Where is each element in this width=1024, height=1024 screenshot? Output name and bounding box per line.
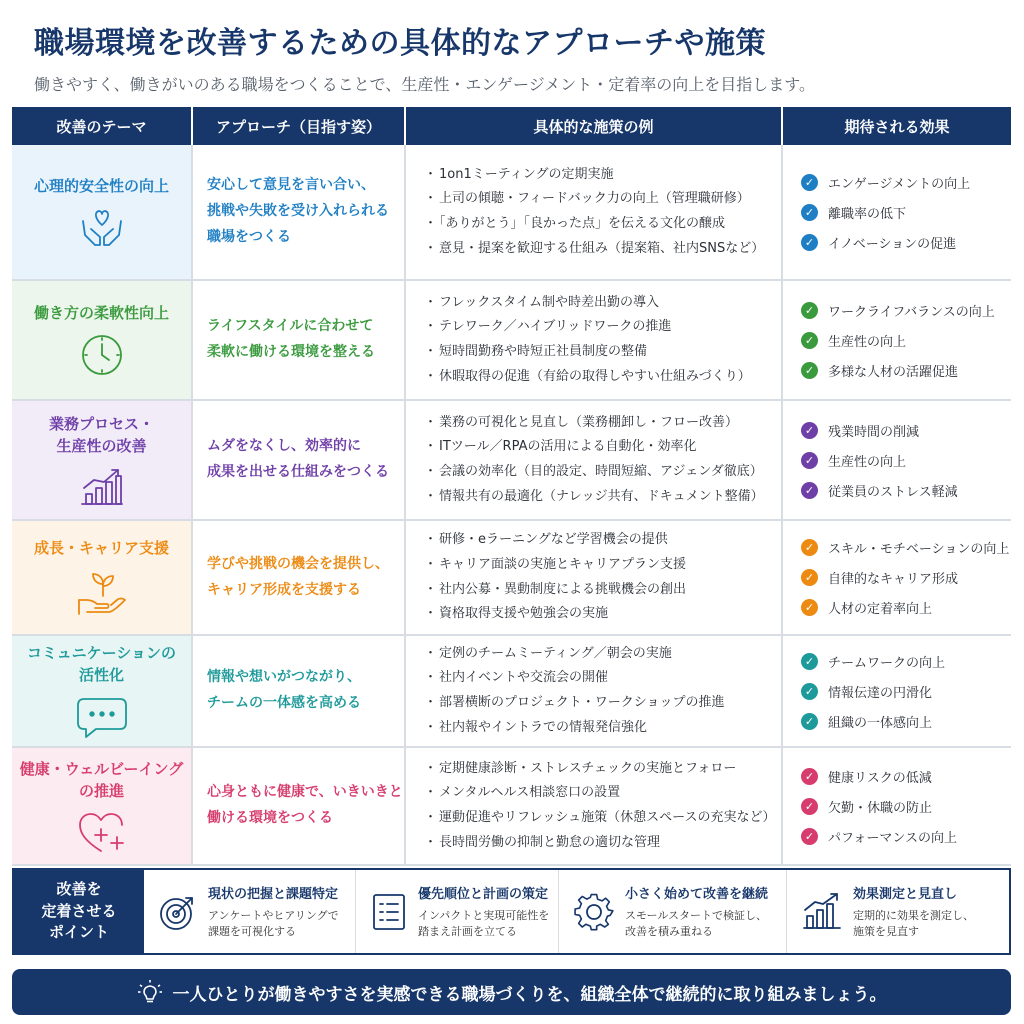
approach-line: 挑戦や失敗を受け入れられる <box>207 203 389 220</box>
sprout-hand-icon <box>75 568 129 618</box>
effect-label: 健康リスクの低減 <box>828 770 932 786</box>
table-row <box>12 145 1011 281</box>
check-circle-icon: ✓ <box>801 798 818 815</box>
clock-icon <box>79 332 125 378</box>
measure-item: ・ 部署横断のプロジェクト・ワークショップの推進 <box>424 691 781 716</box>
approach-line: 職場をつくる <box>207 228 291 245</box>
key-point-title: 小さく始めて改善を継続 <box>625 886 769 902</box>
effect-item <box>801 415 1011 445</box>
measure-item: ・ 定例のチームミーティング／朝会の実施 <box>424 642 781 667</box>
measure-item: ・ 社内報やイントラでの情報発信強化 <box>424 716 781 741</box>
effect-label: 残業時間の削減 <box>828 424 920 440</box>
effect-label: 欠勤・休職の防止 <box>828 800 933 816</box>
page-title: 職場環境を改善するための具体的なアプローチや施策 <box>34 26 766 61</box>
theme-label-line: 業務プロセス・ <box>48 414 154 433</box>
check-circle-icon: ✓ <box>801 768 818 785</box>
effects-cell <box>783 636 1011 746</box>
measure-item: ・ 長時間労働の抑制と勤怠の適切な管理 <box>424 831 781 856</box>
key-point-desc <box>418 908 549 941</box>
table-row <box>12 521 1011 636</box>
approach-cell <box>193 636 406 746</box>
key-points-label-line: 定着させる <box>41 901 117 920</box>
theme-label-line: 活性化 <box>78 666 124 684</box>
theme-cell <box>12 521 193 634</box>
measures-cell <box>406 521 783 634</box>
theme-cell <box>12 281 193 399</box>
key-point-desc-line: 課題を可視化する <box>208 925 296 938</box>
effect-label: イノベーションの促進 <box>828 236 957 252</box>
measure-item: ・ キャリア面談の実施とキャリアプラン支援 <box>424 553 781 578</box>
check-circle-icon: ✓ <box>801 828 818 845</box>
measure-item: ・ テレワーク／ハイブリッドワークの推進 <box>424 315 781 340</box>
key-point-desc-line: 踏まえ計画を立てる <box>418 925 517 938</box>
key-point-desc-line: アンケートやヒアリングで <box>208 908 339 922</box>
column-header-theme: 改善のテーマ <box>12 107 193 145</box>
table-row <box>12 401 1011 521</box>
measures-cell <box>406 145 783 279</box>
check-circle-icon: ✓ <box>801 302 818 319</box>
theme-label-line: の推進 <box>78 782 124 800</box>
check-circle-icon: ✓ <box>801 653 818 670</box>
key-point <box>559 870 787 953</box>
key-point-desc-line: インパクトと実現可能性を <box>418 908 550 922</box>
check-circle-icon: ✓ <box>801 234 818 251</box>
effect-item <box>801 325 1011 355</box>
key-point-desc <box>625 908 768 941</box>
approach-line: ライフスタイルに合わせて <box>207 318 374 335</box>
theme-label-line: 成長・キャリア支援 <box>33 539 169 558</box>
key-point-title: 現状の把握と課題特定 <box>208 886 339 902</box>
effect-item <box>801 227 1011 257</box>
effect-item <box>801 167 1011 197</box>
approach-cell <box>193 401 406 519</box>
key-points-label <box>14 870 144 953</box>
effect-label: 多様な人材の活躍促進 <box>828 364 959 380</box>
measure-item: ・ 社内公募・異動制度による挑戦機会の創出 <box>424 578 781 603</box>
measure-item: ・ 休暇取得の促進（有給の取得しやすい仕組みづくり） <box>424 365 781 390</box>
effect-item <box>801 563 1011 593</box>
approach-cell <box>193 145 406 279</box>
key-point <box>356 870 559 953</box>
gear-icon <box>573 891 615 933</box>
footer-banner <box>12 969 1011 1015</box>
check-circle-icon: ✓ <box>801 422 818 439</box>
effect-item <box>801 761 1011 791</box>
effect-item <box>801 676 1011 706</box>
approach-line: 学びや挑戦の機会を提供し、 <box>207 555 389 572</box>
effect-label: 従業員のストレス軽減 <box>828 484 958 500</box>
table-body <box>12 145 1011 866</box>
key-point <box>144 870 356 953</box>
approach-cell <box>193 281 406 399</box>
measure-item: ・ フレックスタイム制や時差出勤の導入 <box>424 291 781 316</box>
table-row <box>12 281 1011 401</box>
measure-item: ・ 運動促進やリフレッシュ施策（休憩スペースの充実など） <box>424 806 781 831</box>
effect-label: 人材の定着率向上 <box>828 602 933 617</box>
effect-item <box>801 295 1011 325</box>
effect-item <box>801 355 1011 385</box>
check-circle-icon: ✓ <box>801 362 818 379</box>
key-point-title: 優先順位と計画の策定 <box>418 886 549 902</box>
effect-item <box>801 791 1011 821</box>
column-header-effects: 期待される効果 <box>844 117 950 136</box>
theme-label-line: 健康・ウェルビーイング <box>19 759 184 778</box>
effect-label: チームワークの向上 <box>828 655 946 671</box>
key-point-desc <box>208 908 339 941</box>
measure-item: ・ 上司の傾聴・フィードバック力の向上（管理職研修） <box>424 187 781 212</box>
check-circle-icon: ✓ <box>801 452 818 469</box>
table-row <box>12 748 1011 866</box>
checklist-icon <box>370 891 408 933</box>
key-point-desc-line: 改善を積み重ねる <box>625 925 713 938</box>
measure-item: ・ ITツール／RPAの活用による自動化・効率化 <box>424 435 781 460</box>
approach-line: ムダをなくし、効率的に <box>207 438 361 455</box>
theme-cell <box>12 748 193 864</box>
heart-hands-icon <box>77 205 127 249</box>
measure-item: ・ 定期健康診断・ストレスチェックの実施とフォロー <box>424 757 781 782</box>
check-circle-icon: ✓ <box>801 332 818 349</box>
approach-cell <box>193 748 406 864</box>
check-circle-icon: ✓ <box>801 204 818 221</box>
effect-item <box>801 706 1011 736</box>
approach-line: キャリア形成を支援する <box>207 581 361 598</box>
check-circle-icon: ✓ <box>801 539 818 556</box>
measure-item: ・ 研修・eラーニングなど学習機会の提供 <box>424 528 781 553</box>
key-point-desc <box>853 908 974 941</box>
column-header-measures: 具体的な施策の例 <box>406 107 783 145</box>
check-circle-icon: ✓ <box>801 683 818 700</box>
chat-bubble-icon <box>74 695 130 741</box>
effect-item <box>801 475 1011 505</box>
key-points-list <box>144 870 1009 953</box>
effects-cell <box>783 521 1011 634</box>
growth-chart-icon <box>78 466 126 508</box>
check-circle-icon: ✓ <box>801 599 818 616</box>
lightbulb-icon <box>137 979 163 1005</box>
effect-label: 生産性の向上 <box>828 334 907 350</box>
page-subtitle: 働きやすく、働きがいのある職場をつくることで、生産性・エンゲージメント・定着率の向上を目指します。 <box>34 75 815 94</box>
measures-cell <box>406 401 783 519</box>
effect-item <box>801 593 1011 623</box>
effect-item <box>801 197 1011 227</box>
check-circle-icon: ✓ <box>801 569 818 586</box>
theme-label-line: 生産性の改善 <box>56 437 147 455</box>
approach-line: 働ける環境をつくる <box>207 810 333 826</box>
theme-label-line: コミュニケーションの <box>26 643 177 662</box>
key-point-desc-line: スモールスタートで検証し、 <box>625 908 768 922</box>
theme-label-line: 働き方の柔軟性向上 <box>33 303 169 322</box>
measure-item: ・ 1on1ミーティングの定期実施 <box>424 163 781 188</box>
approach-line: 情報や想いがつながり、 <box>207 669 361 686</box>
effect-label: 生産性の向上 <box>828 454 907 470</box>
key-point <box>787 870 1009 953</box>
effect-label: パフォーマンスの向上 <box>828 830 957 846</box>
check-circle-icon: ✓ <box>801 713 818 730</box>
effects-cell <box>783 748 1011 864</box>
column-header-approach: アプローチ（目指す姿） <box>193 107 406 145</box>
effect-label: 組織の一体感向上 <box>828 715 933 731</box>
key-points-label-line: ポイント <box>48 923 109 942</box>
measure-item: ・ 情報共有の最適化（ナレッジ共有、ドキュメント整備） <box>424 485 781 510</box>
approach-line: 成果を出せる仕組みをつくる <box>207 464 389 480</box>
approach-line: チームの一体感を高める <box>207 695 361 711</box>
health-heart-icon <box>77 811 127 855</box>
measure-item: ・ メンタルヘルス相談窓口の設置 <box>424 781 781 806</box>
effect-label: 情報伝達の円滑化 <box>828 685 933 701</box>
approach-line: 心身ともに健康で、いきいきと <box>207 784 403 801</box>
effect-item <box>801 533 1011 563</box>
measure-item: ・ 「ありがとう」「良かった点」を伝える文化の醸成 <box>424 212 781 237</box>
bar-chart-icon <box>801 892 843 932</box>
theme-label-line: 心理的安全性の向上 <box>33 176 169 195</box>
measures-cell <box>406 636 783 746</box>
effect-label: エンゲージメントの向上 <box>828 176 971 192</box>
theme-cell <box>12 145 193 279</box>
effects-cell <box>783 145 1011 279</box>
effect-label: 自律的なキャリア形成 <box>828 572 959 587</box>
measure-item: ・ 意見・提案を歓迎する仕組み（提案箱、社内SNSなど） <box>424 237 781 262</box>
effect-label: 離職率の低下 <box>828 206 907 222</box>
key-points-label-line: 改善を <box>56 879 102 898</box>
effect-item <box>801 646 1011 676</box>
measure-item: ・ 短時間勤務や時短正社員制度の整備 <box>424 340 781 365</box>
effects-cell <box>783 401 1011 519</box>
key-point-desc-line: 定期的に効果を測定し、 <box>853 908 974 922</box>
measures-cell <box>406 281 783 399</box>
footer-message: 一人ひとりが働きやすさを実感できる職場づくりを、組織全体で継続的に取り組みましょう。 <box>172 984 887 1005</box>
table-row <box>12 636 1011 748</box>
table-header <box>12 107 1011 145</box>
check-circle-icon: ✓ <box>801 482 818 499</box>
effects-cell <box>783 281 1011 399</box>
measures-cell <box>406 748 783 864</box>
theme-cell <box>12 636 193 746</box>
measure-item: ・ 会議の効率化（目的設定、時間短縮、アジェンダ徹底） <box>424 460 781 485</box>
theme-cell <box>12 401 193 519</box>
approach-table <box>12 107 1011 866</box>
measure-item: ・ 資格取得支援や勉強会の実施 <box>424 602 781 627</box>
key-point-desc-line: 施策を見直す <box>853 925 919 938</box>
effect-item <box>801 445 1011 475</box>
key-point-title: 効果測定と見直し <box>853 886 958 902</box>
check-circle-icon: ✓ <box>801 174 818 191</box>
measure-item: ・ 業務の可視化と見直し（業務棚卸し・フロー改善） <box>424 411 781 436</box>
target-icon <box>158 892 198 932</box>
key-points-bar <box>12 868 1011 955</box>
effect-label: スキル・モチベーションの向上 <box>828 542 1010 557</box>
approach-cell <box>193 521 406 634</box>
effect-item <box>801 821 1011 851</box>
effect-label: ワークライフバランスの向上 <box>828 304 995 320</box>
measure-item: ・ 社内イベントや交流会の開催 <box>424 666 781 691</box>
approach-line: 安心して意見を言い合い、 <box>207 177 375 194</box>
approach-line: 柔軟に働ける環境を整える <box>207 344 375 360</box>
